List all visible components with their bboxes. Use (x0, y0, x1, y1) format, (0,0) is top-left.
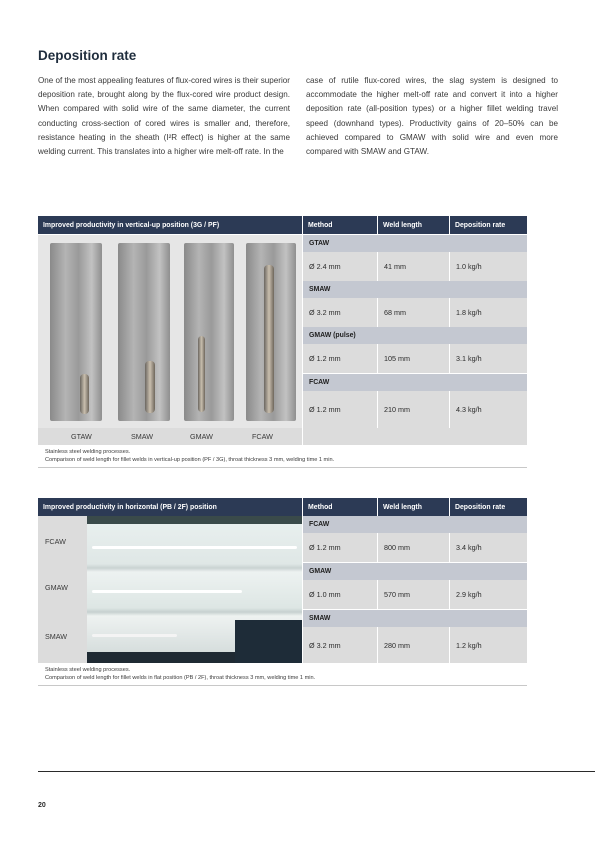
photo-label-smaw: SMAW (131, 432, 154, 441)
photo-label-bar (38, 428, 302, 445)
table1-gmaw-length: 105 mm (378, 344, 449, 373)
photo-label-fcaw: FCAW (252, 432, 273, 441)
table2-process-gmaw: GMAW (303, 563, 527, 580)
table2-note-2: Comparison of weld length for fillet welds in flat position (PB / 2F), throat thickness 3 mm, welding time 1 min. (45, 675, 316, 681)
table1-note-1: Stainless steel welding processes. (45, 449, 131, 455)
table2-col-method: Method (303, 498, 377, 516)
page-number: 20 (38, 802, 46, 809)
table1-gtaw-rate: 1.0 kg/h (450, 252, 527, 281)
table2-process-smaw: SMAW (303, 610, 527, 627)
intro-paragraph-left: One of the most appealing features of flux-cored wires is their superior deposition rate, brought along by the flux-cored wire product design. When compared with solid wire of the same diameter, the current conducting cross-section of cored wires is smaller and, therefore, resistance heating in the sheath (I²R effect) is higher at the same welding current. This translates into a higher wire melt-off rate. In the (38, 76, 290, 157)
horizontal-weld-samples-photo (87, 516, 302, 663)
table1-divider (38, 467, 527, 468)
row-label-fcaw: FCAW (45, 537, 66, 546)
table1-fcaw-length: 210 mm (378, 391, 449, 428)
table2-gmaw-rate: 2.9 kg/h (450, 580, 527, 609)
table2-fcaw-length: 800 mm (378, 533, 449, 562)
row-label-smaw: SMAW (45, 632, 68, 641)
table1-note-2: Comparison of weld length for fillet welds in vertical-up position (PF / 3G), throat thickness 3 mm, welding time 1 min. (45, 457, 335, 463)
table1-col-weld-length: Weld length (378, 216, 449, 234)
table1-col-method: Method (303, 216, 377, 234)
table2-col-weld-length: Weld length (378, 498, 449, 516)
table2-process-fcaw: FCAW (303, 516, 527, 533)
horizontal-row-labels (38, 516, 87, 663)
table1-fcaw-rate: 4.3 kg/h (450, 391, 527, 428)
table1-gmaw-rate: 3.1 kg/h (450, 344, 527, 373)
table2-divider (38, 685, 527, 686)
table1-gmaw-method: Ø 1.2 mm (303, 344, 377, 373)
table1-smaw-rate: 1.8 kg/h (450, 298, 527, 327)
table1-title: Improved productivity in vertical-up position (3G / PF) (38, 216, 302, 234)
table1-process-gtaw: GTAW (303, 235, 527, 252)
row-label-gmaw: GMAW (45, 583, 68, 592)
table1-fcaw-method: Ø 1.2 mm (303, 391, 377, 428)
vertical-up-weld-samples-photo (38, 235, 302, 428)
table1-smaw-length: 68 mm (378, 298, 449, 327)
table2-note-1: Stainless steel welding processes. (45, 667, 131, 673)
table2-smaw-length: 280 mm (378, 627, 449, 663)
table2-gmaw-method: Ø 1.0 mm (303, 580, 377, 609)
table2-col-deposition-rate: Deposition rate (450, 498, 527, 516)
table1-col-deposition-rate: Deposition rate (450, 216, 527, 234)
photo-label-gmaw: GMAW (190, 432, 213, 441)
table2-smaw-method: Ø 3.2 mm (303, 627, 377, 663)
table1-gtaw-length: 41 mm (378, 252, 449, 281)
table2-fcaw-method: Ø 1.2 mm (303, 533, 377, 562)
table1-filler (303, 428, 527, 445)
table1-process-smaw: SMAW (303, 281, 527, 298)
table1-process-gmaw: GMAW (pulse) (303, 327, 527, 344)
table2-fcaw-rate: 3.4 kg/h (450, 533, 527, 562)
page-title: Deposition rate (38, 48, 137, 63)
table1-smaw-method: Ø 3.2 mm (303, 298, 377, 327)
table1-process-fcaw: FCAW (303, 374, 527, 391)
photo-label-gtaw: GTAW (71, 432, 92, 441)
table2-gmaw-length: 570 mm (378, 580, 449, 609)
table2-smaw-rate: 1.2 kg/h (450, 627, 527, 663)
intro-paragraph-right: case of rutile flux-cored wires, the slag system is designed to accommodate the higher melt-off rate and convert it into a higher deposition rate (all-position types) or a higher fillet welding travel speed (downhand types). Productivity gains of 20–50% can be achieved compared to GMAW with solid wire and even more compared with SMAW and GTAW. (306, 76, 558, 157)
table1-gtaw-method: Ø 2.4 mm (303, 252, 377, 281)
table2-title: Improved productivity in horizontal (PB / 2F) position (38, 498, 302, 516)
footer-rule (38, 771, 595, 772)
